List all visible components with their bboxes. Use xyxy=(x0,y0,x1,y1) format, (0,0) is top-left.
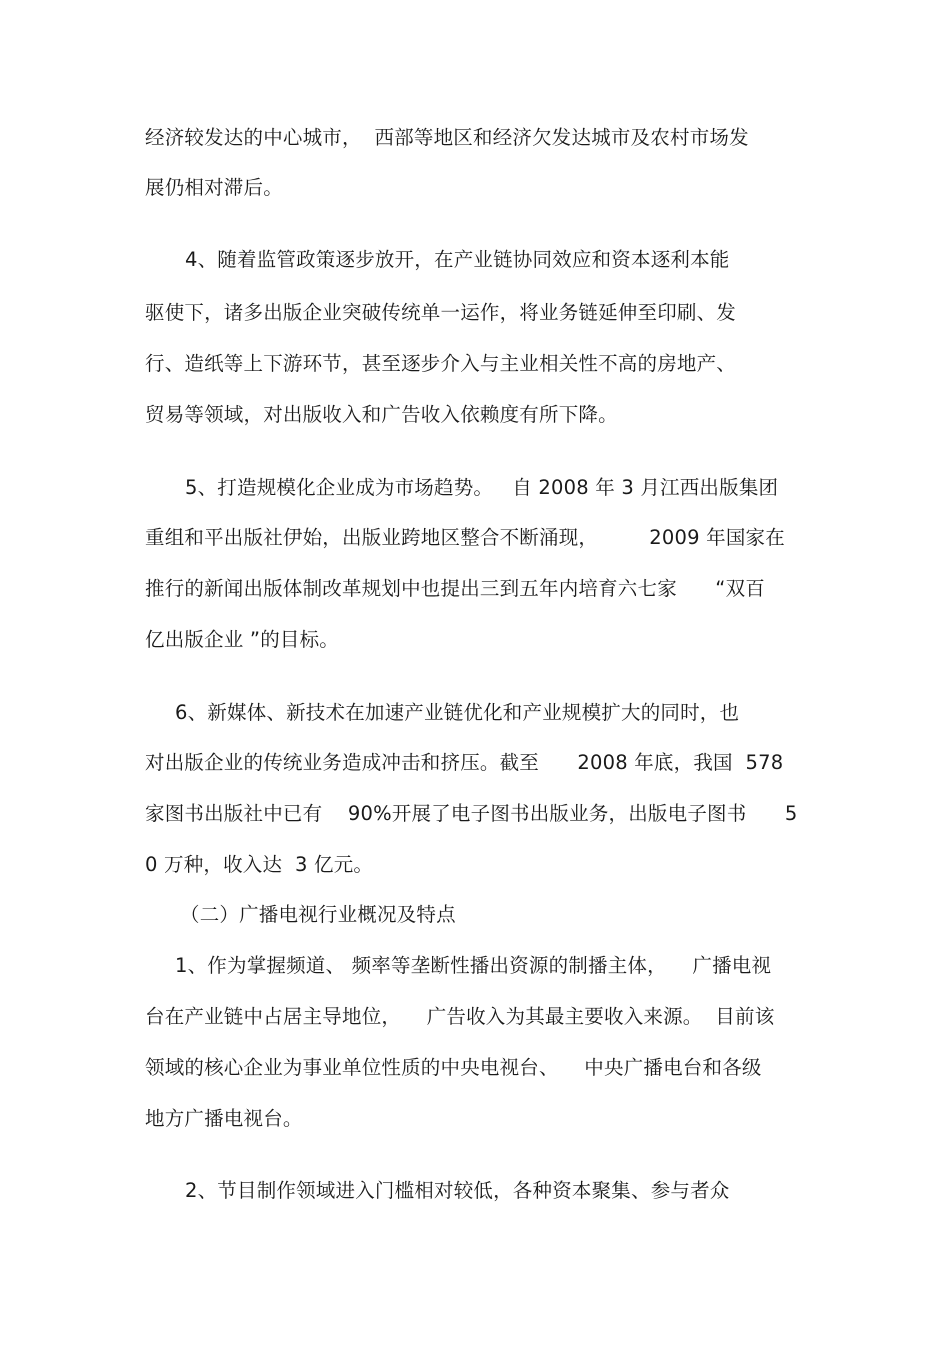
text-line-9: 推行的新闻出版体制改革规划中也提出三到五年内培育六七家 “双百 xyxy=(145,577,765,600)
text-line-14: 0 万种，收入达 3 亿元。 xyxy=(145,853,374,876)
text-line-4: 驱使下，诸多出版企业突破传统单一运作，将业务链延伸至印刷、发 xyxy=(145,301,737,324)
text-line-17: 台在产业链中占居主导地位， 广告收入为其最主要收入来源。 目前该 xyxy=(145,1005,775,1028)
text-line-7: 5、打造规模化企业成为市场趋势。 自 2008 年 3 月江西出版集团 xyxy=(185,476,779,499)
section-heading: （二）广播电视行业概况及特点 xyxy=(180,903,456,926)
text-line-19: 地方广播电视台。 xyxy=(145,1107,303,1130)
text-line-3: 4、随着监管政策逐步放开，在产业链协同效应和资本逐利本能 xyxy=(185,248,730,271)
text-line-5: 行、造纸等上下游环节，甚至逐步介入与主业相关性不高的房地产、 xyxy=(145,352,737,375)
text-line-2: 展仍相对滞后。 xyxy=(145,176,283,199)
text-line-20: 2、节目制作领域进入门槛相对较低，各种资本聚集、参与者众 xyxy=(185,1179,730,1202)
text-line-1: 经济较发达的中心城市， 西部等地区和经济欠发达城市及农村市场发 xyxy=(145,126,749,149)
text-line-13: 家图书出版社中已有 90%开展了电子图书出版业务，出版电子图书 5 xyxy=(145,802,798,825)
text-line-16: 1、作为掌握频道、 频率等垄断性播出资源的制播主体， 广播电视 xyxy=(175,954,772,977)
text-line-18: 领域的核心企业为事业单位性质的中央电视台、 中央广播电台和各级 xyxy=(145,1056,762,1079)
text-line-11: 6、新媒体、新技术在加速产业链优化和产业规模扩大的同时，也 xyxy=(175,701,740,724)
text-line-10: 亿出版企业 ”的目标。 xyxy=(145,628,340,651)
text-line-8: 重组和平出版社伊始，出版业跨地区整合不断涌现， 2009 年国家在 xyxy=(145,526,785,549)
text-line-12: 对出版企业的传统业务造成冲击和挤压。截至 2008 年底，我国 578 xyxy=(145,751,784,774)
text-line-6: 贸易等领域，对出版收入和广告收入依赖度有所下降。 xyxy=(145,403,618,426)
